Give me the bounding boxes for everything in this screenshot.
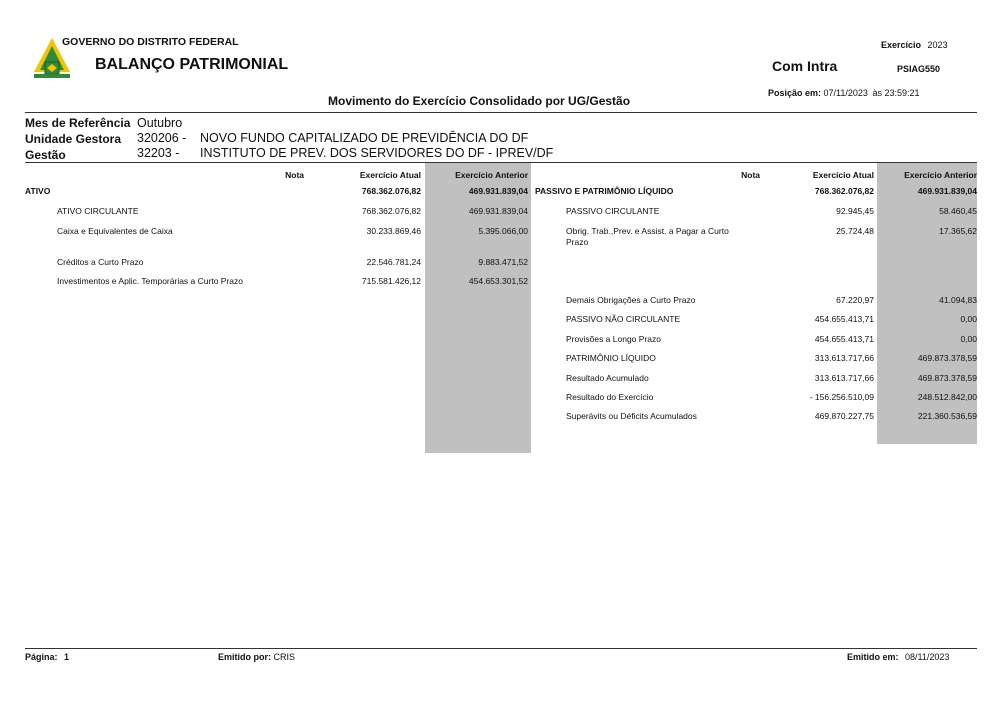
emitted-by: [218, 652, 295, 662]
header-divider: [25, 112, 977, 113]
passivo-row-label: PASSIVO CIRCULANTE: [566, 206, 660, 216]
passivo-anterior-header: Exercício Anterior: [904, 170, 977, 180]
exercise-value: 2023: [927, 40, 948, 50]
position: [768, 88, 920, 98]
intra-label: Com Intra: [772, 58, 838, 74]
gestao-code: 32203 -: [137, 146, 180, 160]
passivo-row-label-2: Prazo: [566, 237, 589, 247]
position-sep: às: [872, 88, 882, 98]
gestao-name: INSTITUTO DE PREV. DOS SERVIDORES DO DF - IPREV/DF: [200, 146, 554, 160]
gestao-label: Gestão: [25, 148, 66, 162]
ref-value: Outubro: [137, 116, 183, 130]
gov-name: GOVERNO DO DISTRITO FEDERAL: [62, 36, 239, 48]
footer-divider: [25, 648, 977, 649]
position-date: 07/11/2023: [823, 88, 868, 98]
passivo-row-anterior: 221.360.536,59: [917, 411, 977, 421]
ativo-total-atual: 768.362.076,82: [361, 186, 421, 196]
passivo-row-label: PASSIVO NÃO CIRCULANTE: [566, 314, 681, 324]
passivo-row-label: Resultado do Exercício: [566, 392, 654, 402]
emitted-by-label: Emitido por:: [218, 652, 271, 662]
report-subtitle: Movimento do Exercício Consolidado por UG/Gestão: [328, 94, 631, 108]
ativo-row-atual: 768.362.076,82: [361, 206, 421, 216]
ativo-row-label: ATIVO CIRCULANTE: [57, 206, 139, 216]
ativo-row-atual: 715.581.426,12: [361, 276, 421, 286]
passivo-row-anterior: 469.873.378,59: [917, 373, 977, 383]
passivo-row-atual: 25.724,48: [836, 226, 874, 236]
ativo-title: ATIVO: [25, 186, 51, 196]
ativo-anterior-header: Exercício Anterior: [455, 170, 528, 180]
passivo-row-label: Demais Obrigações a Curto Prazo: [566, 295, 696, 305]
passivo-row-atual: 454.655.413,71: [814, 314, 874, 324]
exercise-label: Exercício: [881, 40, 922, 50]
page-label: Página:: [25, 652, 58, 662]
ativo-row-label: Créditos a Curto Prazo: [57, 257, 144, 267]
ativo-row-label: Caixa e Equivalentes de Caixa: [57, 226, 173, 236]
emitted-by-value: CRIS: [273, 652, 296, 662]
page-value: 1: [64, 652, 70, 662]
ativo-total-anterior: 469.931.839,04: [468, 186, 528, 196]
passivo-row-anterior: 469.873.378,59: [917, 353, 977, 363]
passivo-row-anterior: 0,00: [960, 334, 977, 344]
report-title: BALANÇO PATRIMONIAL: [95, 56, 289, 73]
ativo-row-anterior: 469.931.839,04: [468, 206, 528, 216]
ativo-row-anterior: 5.395.066,00: [478, 226, 528, 236]
position-time: 23:59:21: [884, 88, 920, 98]
passivo-row-anterior: 41.094,83: [939, 295, 977, 305]
emitted-on: [847, 652, 949, 662]
emitted-on-label: Emitido em:: [847, 652, 899, 662]
ativo-row-anterior: 454.653.301,52: [468, 276, 528, 286]
ativo-row-atual: 22.546.781,24: [366, 257, 421, 267]
passivo-row-anterior: 248.512.842,00: [917, 392, 977, 402]
exercise: [881, 40, 948, 50]
passivo-row-anterior: 0,00: [960, 314, 977, 324]
passivo-row-label: Provisões a Longo Prazo: [566, 334, 661, 344]
passivo-row-label: Superávits ou Déficits Acumulados: [566, 411, 697, 421]
passivo-row-atual: 313.613.717,66: [814, 353, 874, 363]
passivo-atual-header: Exercício Atual: [812, 170, 874, 180]
report-code: PSIAG550: [897, 64, 941, 74]
passivo-row-atual: 313.613.717,66: [814, 373, 874, 383]
page-number: [25, 652, 69, 662]
passivo-title: PASSIVO E PATRIMÔNIO LÍQUIDO: [535, 186, 674, 196]
ativo-row-label: Investimentos e Aplic. Temporárias a Curto Prazo: [57, 276, 243, 286]
passivo-row-anterior: 58.460,45: [939, 206, 977, 216]
passivo-row-atual: 92.945,45: [836, 206, 874, 216]
passivo-row-label: PATRIMÔNIO LÍQUIDO: [566, 353, 656, 363]
passivo-row-anterior: 17.365,62: [939, 226, 977, 236]
passivo-row-atual: 67.220,97: [836, 295, 874, 305]
passivo-row-atual: - 156.256.510,09: [809, 392, 874, 402]
ug-name: NOVO FUNDO CAPITALIZADO DE PREVIDÊNCIA DO DF: [200, 131, 529, 145]
passivo-row-atual: 469.870.227,75: [814, 411, 874, 421]
position-label: Posição em:: [768, 88, 822, 98]
passivo-row-label: Obrig. Trab.,Prev. e Assist. a Pagar a Curto: [566, 226, 729, 236]
passivo-nota-header: Nota: [741, 170, 760, 180]
ativo-atual-header: Exercício Atual: [359, 170, 421, 180]
ativo-row-atual: 30.233.869,46: [366, 226, 421, 236]
passivo-total-anterior: 469.931.839,04: [917, 186, 977, 196]
ug-label: Unidade Gestora: [25, 132, 122, 146]
passivo-row-atual: 454.655.413,71: [814, 334, 874, 344]
passivo-total-atual: 768.362.076,82: [814, 186, 874, 196]
emitted-on-value: 08/11/2023: [905, 652, 950, 662]
ativo-row-anterior: 9.883.471,52: [478, 257, 528, 267]
ug-code: 320206 -: [137, 131, 187, 145]
ref-label: Mes de Referência: [25, 116, 131, 130]
passivo-row-label: Resultado Acumulado: [566, 373, 649, 383]
ativo-nota-header: Nota: [285, 170, 304, 180]
